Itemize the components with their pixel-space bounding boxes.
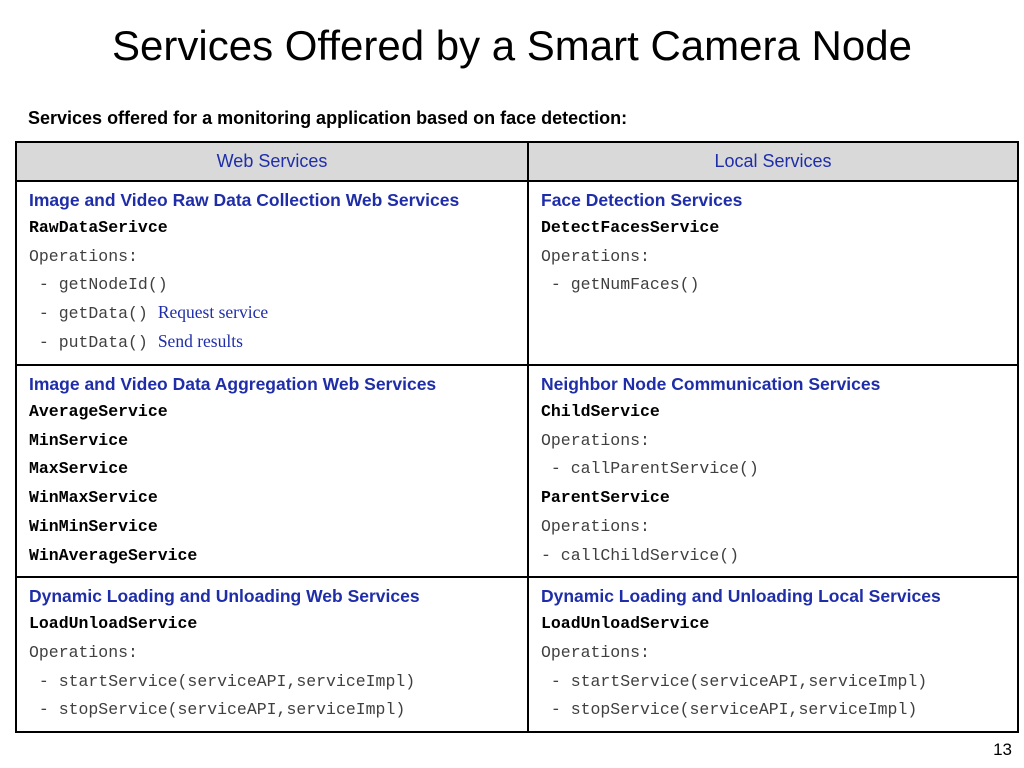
cell-heading: Dynamic Loading and Unloading Web Services	[29, 586, 420, 607]
operation-item: - getNodeId()	[29, 275, 168, 295]
operation-note: Request service	[157, 302, 269, 323]
operation-item: - startService(serviceAPI,serviceImpl)	[541, 671, 928, 691]
service-name: LoadUnloadService	[29, 614, 198, 634]
slide-title: Services Offered by a Smart Camera Node	[112, 22, 912, 69]
header-local-services: Local Services	[528, 142, 1018, 181]
operation-item: - stopService(serviceAPI,serviceImpl)	[541, 700, 918, 720]
header-web-services: Web Services	[16, 142, 528, 181]
operation-item-with-note	[29, 329, 515, 358]
cell-heading: Image and Video Data Aggregation Web Services	[29, 374, 437, 394]
service-name: DetectFacesService	[541, 218, 720, 237]
operations-label: Operations:	[29, 642, 138, 662]
cell-data-aggregation	[16, 365, 528, 577]
operation-item: - callParentService()	[541, 459, 759, 479]
cell-neighbor-communication	[528, 365, 1018, 577]
operation-item: - stopService(serviceAPI,serviceImpl)	[29, 700, 406, 720]
cell-raw-data-collection	[16, 181, 528, 365]
operation-item: - getData()	[29, 304, 148, 324]
service-name: WinMinService	[29, 516, 158, 536]
service-name: WinAverageService	[29, 545, 198, 565]
operations-label: Operations:	[541, 516, 650, 536]
operation-item: - callChildService()	[541, 545, 740, 565]
table-row	[16, 365, 1018, 577]
table-header-row	[16, 142, 1018, 181]
operation-note: Send results	[157, 330, 243, 351]
operation-item-with-note	[29, 300, 515, 329]
cell-heading: Image and Video Raw Data Collection Web Services	[29, 190, 460, 210]
cell-heading: Dynamic Loading and Unloading Local Services	[541, 586, 941, 607]
service-name: WinMaxService	[29, 488, 158, 508]
service-name: RawDataSerivce	[29, 218, 168, 237]
operations-label: Operations:	[541, 642, 650, 662]
operation-item: - getNumFaces()	[541, 275, 700, 295]
cell-heading: Neighbor Node Communication Services	[541, 374, 881, 394]
table-row	[16, 577, 1018, 732]
service-name: ChildService	[541, 402, 660, 421]
service-name: MaxService	[29, 459, 129, 479]
service-name: MinService	[29, 430, 129, 450]
operation-item: - putData()	[29, 332, 148, 352]
service-name: AverageService	[29, 402, 168, 421]
service-name: ParentService	[541, 488, 670, 508]
cell-dynamic-loading-local	[528, 577, 1018, 732]
operations-label: Operations:	[29, 246, 138, 266]
service-name: LoadUnloadService	[541, 614, 710, 634]
slide-subtitle: Services offered for a monitoring application based on face detection:	[28, 108, 628, 128]
operation-item: - startService(serviceAPI,serviceImpl)	[29, 671, 416, 691]
cell-heading: Face Detection Services	[541, 190, 743, 210]
cell-face-detection	[528, 181, 1018, 365]
operations-label: Operations:	[541, 246, 650, 266]
table-row	[16, 181, 1018, 365]
operations-label: Operations:	[541, 430, 650, 450]
page-number: 13	[993, 740, 1012, 759]
cell-dynamic-loading-web	[16, 577, 528, 732]
services-table	[15, 141, 1019, 733]
